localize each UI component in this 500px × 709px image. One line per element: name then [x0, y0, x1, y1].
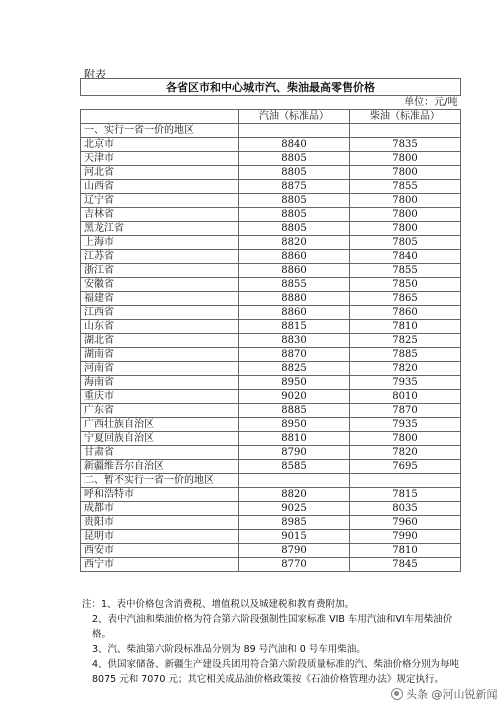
- gasoline-price: 8875: [239, 180, 350, 194]
- table-row: [81, 278, 461, 292]
- table-row: [81, 558, 461, 572]
- gasoline-price: 8805: [239, 194, 350, 208]
- city-cell: 江苏省: [81, 250, 239, 264]
- city-cell: 北京市: [81, 138, 239, 152]
- table-row: [81, 488, 461, 502]
- table-row: [81, 334, 461, 348]
- gasoline-price: 8820: [239, 236, 350, 250]
- diesel-price: 7835: [350, 138, 461, 152]
- gasoline-price: 8805: [239, 208, 350, 222]
- unit-row: [81, 96, 461, 110]
- section-row: [81, 474, 461, 488]
- diesel-price: 7840: [350, 250, 461, 264]
- city-cell: 江西省: [81, 306, 239, 320]
- table-title-row: [81, 79, 461, 96]
- table-row: [81, 348, 461, 362]
- table-row: [81, 432, 461, 446]
- diesel-price: 7855: [350, 264, 461, 278]
- gasoline-price: 8860: [239, 250, 350, 264]
- city-cell: 湖南省: [81, 348, 239, 362]
- notes-block: [82, 597, 466, 687]
- gasoline-price: 9025: [239, 502, 350, 516]
- city-cell: 甘肃省: [81, 446, 239, 460]
- table-row: [81, 446, 461, 460]
- gasoline-price: 8855: [239, 278, 350, 292]
- gasoline-price: 8880: [239, 292, 350, 306]
- appendix-label: 附表: [84, 68, 106, 81]
- gasoline-price: 8805: [239, 166, 350, 180]
- city-cell: 吉林省: [81, 208, 239, 222]
- diesel-price: 7810: [350, 320, 461, 334]
- diesel-price: 7800: [350, 432, 461, 446]
- gasoline-price: 8860: [239, 306, 350, 320]
- table-row: [81, 222, 461, 236]
- table-row: [81, 320, 461, 334]
- diesel-price: 7800: [350, 166, 461, 180]
- gasoline-price: 8820: [239, 488, 350, 502]
- diesel-price: 7870: [350, 404, 461, 418]
- gasoline-price: 8770: [239, 558, 350, 572]
- table-row: [81, 530, 461, 544]
- note-2: 2、表中汽油和柴油价格为符合第六阶段强制性国家标准 VIB 车用汽油和VI车用柴油价格。: [92, 614, 453, 640]
- city-cell: 山西省: [81, 180, 239, 194]
- diesel-price: 7800: [350, 208, 461, 222]
- watermark-text: 头条 @河山锐新闻: [406, 688, 498, 701]
- gasoline-price: 8950: [239, 376, 350, 390]
- diesel-price: 7695: [350, 460, 461, 474]
- gasoline-price: 8830: [239, 334, 350, 348]
- table-row: [81, 138, 461, 152]
- table-row: [81, 250, 461, 264]
- gasoline-price: 8885: [239, 404, 350, 418]
- city-cell: 安徽省: [81, 278, 239, 292]
- diesel-price: 7820: [350, 446, 461, 460]
- diesel-price: 7935: [350, 418, 461, 432]
- city-cell: 福建省: [81, 292, 239, 306]
- section-label-2: 二、暂不实行一省一价的地区: [81, 474, 239, 488]
- table-row: [81, 194, 461, 208]
- diesel-price: 7960: [350, 516, 461, 530]
- city-cell: 广东省: [81, 404, 239, 418]
- diesel-price: 8035: [350, 502, 461, 516]
- city-cell: 广西壮族自治区: [81, 418, 239, 432]
- city-cell: 呼和浩特市: [81, 488, 239, 502]
- gasoline-price: 9015: [239, 530, 350, 544]
- gasoline-price: 8840: [239, 138, 350, 152]
- gasoline-price: 8860: [239, 264, 350, 278]
- city-cell: 上海市: [81, 236, 239, 250]
- table-row: [81, 236, 461, 250]
- table-row: [81, 292, 461, 306]
- city-cell: 新疆维吾尔自治区: [81, 460, 239, 474]
- gasoline-price: 8805: [239, 152, 350, 166]
- gasoline-price: 8810: [239, 432, 350, 446]
- city-cell: 天津市: [81, 152, 239, 166]
- unit-label: 单位：元/吨: [81, 96, 461, 110]
- table-title: 各省区市和中心城市汽、柴油最高零售价格: [81, 79, 461, 96]
- diesel-price: 7800: [350, 194, 461, 208]
- gasoline-price: 8585: [239, 460, 350, 474]
- city-cell: 昆明市: [81, 530, 239, 544]
- diesel-price: 7810: [350, 544, 461, 558]
- diesel-price: 7825: [350, 334, 461, 348]
- city-cell: 黑龙江省: [81, 222, 239, 236]
- diesel-price: 7815: [350, 488, 461, 502]
- diesel-price: 7800: [350, 152, 461, 166]
- header-diesel: 柴油（标准品）: [350, 110, 461, 124]
- table-row: [81, 544, 461, 558]
- city-cell: 辽宁省: [81, 194, 239, 208]
- gasoline-price: 8950: [239, 418, 350, 432]
- note-4: 4、供国家储备、新疆生产建设兵团用符合第六阶段质量标准的汽、柴油价格分别为每吨 8075 元和 7070 元；其它相关成品油价格政策按《石油价格管理办法》规定执行。: [92, 659, 460, 685]
- table-row: [81, 418, 461, 432]
- gasoline-price: 8790: [239, 446, 350, 460]
- diesel-price: 7935: [350, 376, 461, 390]
- table-row: [81, 376, 461, 390]
- price-table: [80, 78, 461, 572]
- table-row: [81, 166, 461, 180]
- city-cell: 西安市: [81, 544, 239, 558]
- table-row: [81, 208, 461, 222]
- diesel-price: 7855: [350, 180, 461, 194]
- table-row: [81, 502, 461, 516]
- diesel-price: 7865: [350, 292, 461, 306]
- diesel-price: 7800: [350, 222, 461, 236]
- diesel-price: 7845: [350, 558, 461, 572]
- table-row: [81, 264, 461, 278]
- city-cell: 海南省: [81, 376, 239, 390]
- diesel-price: 7990: [350, 530, 461, 544]
- note-1: 注：1、表中价格包含消费税、增值税以及城建税和教育费附加。: [82, 599, 355, 610]
- gasoline-price: 8985: [239, 516, 350, 530]
- table-row: [81, 516, 461, 530]
- gasoline-price: 9020: [239, 390, 350, 404]
- table-row: [81, 152, 461, 166]
- gasoline-price: 8790: [239, 544, 350, 558]
- gasoline-price: 8870: [239, 348, 350, 362]
- city-cell: 贵阳市: [81, 516, 239, 530]
- table-row: [81, 362, 461, 376]
- gasoline-price: 8805: [239, 222, 350, 236]
- table-row: [81, 390, 461, 404]
- city-cell: 重庆市: [81, 390, 239, 404]
- table-row: [81, 404, 461, 418]
- header-blank: [81, 110, 239, 124]
- city-cell: 成都市: [81, 502, 239, 516]
- table-row: [81, 460, 461, 474]
- diesel-price: 8010: [350, 390, 461, 404]
- diesel-price: 7805: [350, 236, 461, 250]
- table-row: [81, 306, 461, 320]
- diesel-price: 7885: [350, 348, 461, 362]
- column-header-row: [81, 110, 461, 124]
- city-cell: 西宁市: [81, 558, 239, 572]
- gasoline-price: 8815: [239, 320, 350, 334]
- city-cell: 河北省: [81, 166, 239, 180]
- city-cell: 山东省: [81, 320, 239, 334]
- section-row: [81, 124, 461, 138]
- city-cell: 河南省: [81, 362, 239, 376]
- watermark: [388, 686, 498, 702]
- note-3: 3、汽、柴油第六阶段标准品分别为 89 号汽油和 0 号车用柴油。: [92, 644, 366, 655]
- city-cell: 浙江省: [81, 264, 239, 278]
- city-cell: 湖北省: [81, 334, 239, 348]
- section-label-1: 一、实行一省一价的地区: [81, 124, 239, 138]
- gasoline-price: 8825: [239, 362, 350, 376]
- diesel-price: 7860: [350, 306, 461, 320]
- toutiao-logo-icon: [391, 688, 403, 700]
- city-cell: 宁夏回族自治区: [81, 432, 239, 446]
- header-gasoline: 汽油（标准品）: [239, 110, 350, 124]
- table-row: [81, 180, 461, 194]
- diesel-price: 7820: [350, 362, 461, 376]
- diesel-price: 7850: [350, 278, 461, 292]
